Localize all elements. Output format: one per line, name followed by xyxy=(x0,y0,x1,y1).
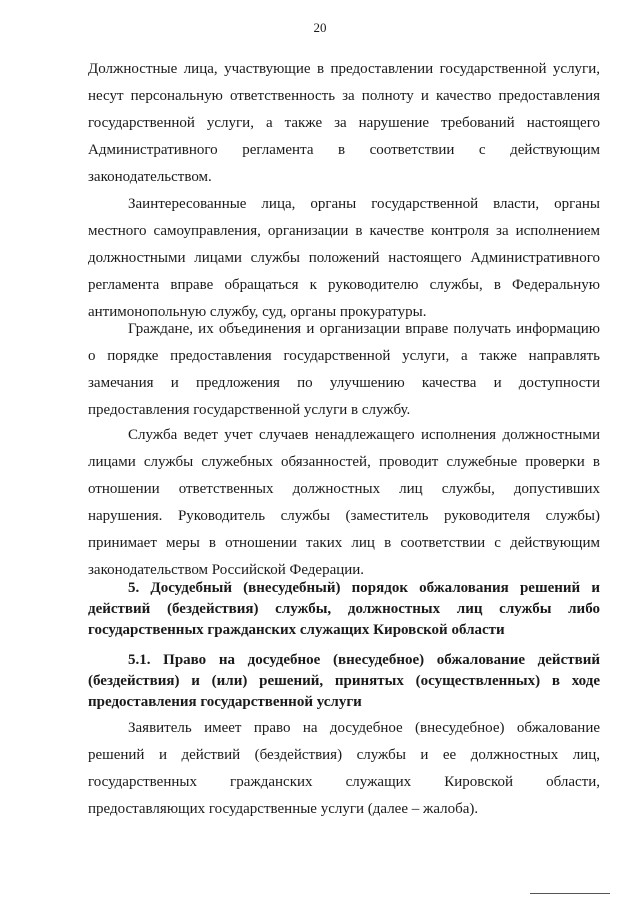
page-number: 20 xyxy=(313,20,327,35)
paragraph-service-records: Служба ведет учет случаев ненадлежащего исполнения должностными лицами службы служебных обязанностей, проводит служебные проверки в отношении ответственных должностных лиц службы, допустивших нарушения. Руководитель службы (заместитель руководителя службы) принимает меры в отношении таких лиц в соответствии с действующим законодательством Российской Федерации. xyxy=(88,427,600,578)
paragraph-interested-parties: Заинтересованные лица, органы государственной власти, органы местного самоуправления, организации в качестве контроля за исполнением должностными лицами службы положений настоящего Административного регламента вправе обращаться к руководителю службы, в Федеральную антимонопольную службу, суд, органы прокуратуры. xyxy=(88,196,600,320)
paragraph-citizens: Граждане, их объединения и организации вправе получать информацию о порядке предоставления государственной услуги, а также направлять замечания и предложения по улучшению качества и доступности предоставления государственной услуги в службу. xyxy=(88,321,600,418)
paragraph-applicant-right: Заявитель имеет право на досудебное (внесудебное) обжалование решений и действий (бездействия) службы и ее должностных лиц, государственных гражданских служащих Кировской области, предоставляющих государственные услуги (далее – жалоба). xyxy=(88,720,600,817)
subsection-heading: 5.1. Право на досудебное (внесудебное) обжалование действий (бездействия) и (или) решений, принятых (осуществленных) в ходе предоставления государственной услуги xyxy=(88,652,600,710)
paragraph-responsibility: Должностные лица, участвующие в предоставлении государственной услуги, несут персональную ответственность за полноту и качество предоставления государственной услуги, а также за нарушение требований настоящего Административного регламента в соответствии с действующим законодательством. xyxy=(88,61,600,185)
footer-rule xyxy=(530,893,610,894)
section-heading: 5. Досудебный (внесудебный) порядок обжалования решений и действий (бездействия) службы, должностных лиц службы либо государственных гражданских служащих Кировской области xyxy=(88,580,600,638)
